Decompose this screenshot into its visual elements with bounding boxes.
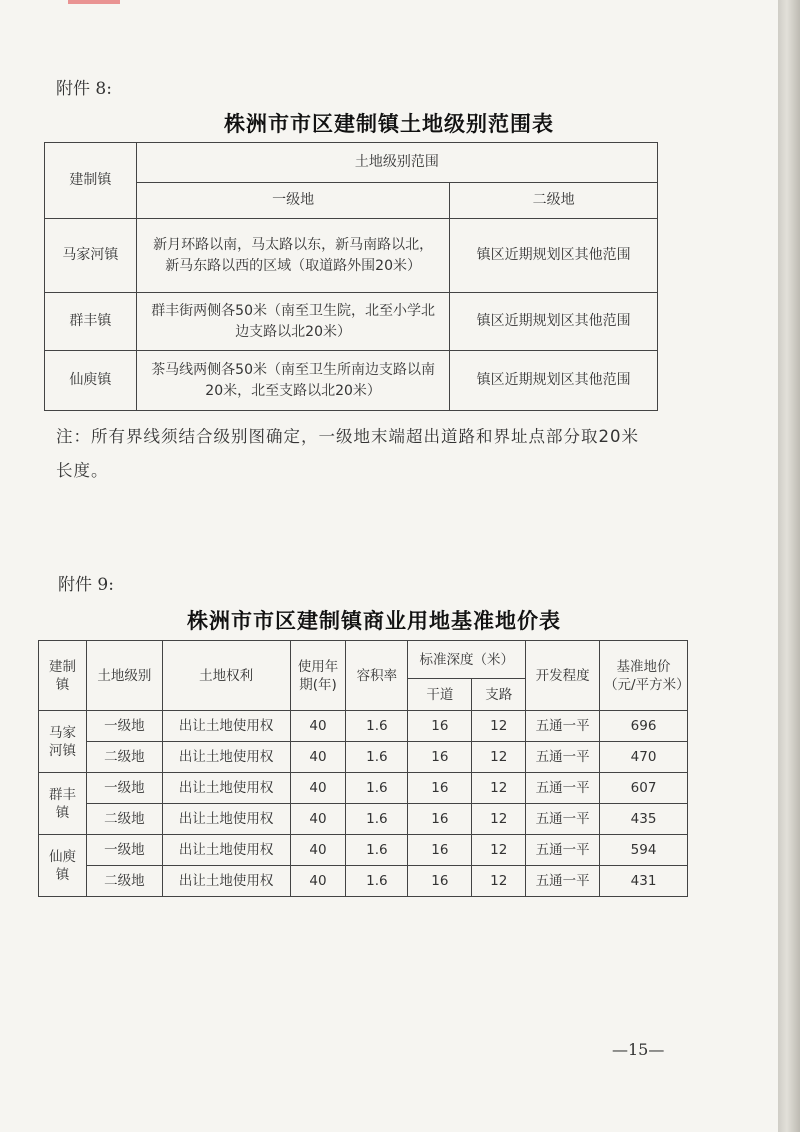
attachment9-label: 附件 9: <box>58 575 114 595</box>
grade-cell: 一级地 <box>86 835 162 866</box>
table-row <box>45 351 658 411</box>
price-cell: 470 <box>600 742 688 773</box>
grade2-range-cell: 镇区近期规划区其他范围 <box>450 219 658 293</box>
table-row <box>45 219 658 293</box>
table-row <box>39 835 688 866</box>
far-cell: 1.6 <box>346 835 408 866</box>
right-cell: 出让土地使用权 <box>162 711 290 742</box>
dev-cell: 五通一平 <box>526 866 600 897</box>
header-branch-road: 支路 <box>472 679 526 711</box>
town-cell: 仙庾镇 <box>39 835 87 897</box>
town-cell: 群丰镇 <box>45 293 137 351</box>
main-road-cell: 16 <box>408 711 472 742</box>
years-cell: 40 <box>290 866 346 897</box>
years-cell: 40 <box>290 773 346 804</box>
price-cell: 594 <box>600 835 688 866</box>
branch-road-cell: 12 <box>472 742 526 773</box>
attachment8-note: 注：所有界线须结合级别图确定，一级地末端超出道路和界址点部分取20米长度。 <box>56 427 639 480</box>
table-row <box>45 293 658 351</box>
far-cell: 1.6 <box>346 866 408 897</box>
header-town: 建制镇 <box>39 641 87 711</box>
far-cell: 1.6 <box>346 773 408 804</box>
table-row <box>39 711 688 742</box>
grade2-range-cell: 镇区近期规划区其他范围 <box>450 351 658 411</box>
right-cell: 出让土地使用权 <box>162 742 290 773</box>
price-cell: 607 <box>600 773 688 804</box>
header-grade1: 一级地 <box>136 183 449 219</box>
table-row <box>39 866 688 897</box>
header-years: 使用年期(年) <box>290 641 346 711</box>
right-cell: 出让土地使用权 <box>162 866 290 897</box>
grade-cell: 一级地 <box>86 711 162 742</box>
branch-road-cell: 12 <box>472 866 526 897</box>
far-cell: 1.6 <box>346 742 408 773</box>
header-depth: 标准深度（米） <box>408 641 526 679</box>
branch-road-cell: 12 <box>472 835 526 866</box>
price-cell: 696 <box>600 711 688 742</box>
header-range: 土地级别范围 <box>136 143 657 183</box>
right-cell: 出让土地使用权 <box>162 835 290 866</box>
header-grade2: 二级地 <box>450 183 658 219</box>
far-cell: 1.6 <box>346 804 408 835</box>
grade2-range-cell: 镇区近期规划区其他范围 <box>450 293 658 351</box>
dev-cell: 五通一平 <box>526 804 600 835</box>
town-cell: 群丰镇 <box>39 773 87 835</box>
branch-road-cell: 12 <box>472 804 526 835</box>
branch-road-cell: 12 <box>472 711 526 742</box>
land-grade-range-table <box>44 142 658 411</box>
main-road-cell: 16 <box>408 773 472 804</box>
header-grade: 土地级别 <box>86 641 162 711</box>
page-number: —15— <box>612 1040 665 1059</box>
commercial-land-price-table <box>38 640 688 897</box>
header-far: 容积率 <box>346 641 408 711</box>
price-cell: 431 <box>600 866 688 897</box>
main-road-cell: 16 <box>408 866 472 897</box>
right-cell: 出让土地使用权 <box>162 804 290 835</box>
grade1-range-cell: 群丰街两侧各50米（南至卫生院，北至小学北边支路以北20米） <box>136 293 449 351</box>
grade1-range-cell: 茶马线两侧各50米（南至卫生所南边支路以南20米，北至支路以北20米） <box>136 351 449 411</box>
table-row <box>39 742 688 773</box>
grade-cell: 一级地 <box>86 773 162 804</box>
main-road-cell: 16 <box>408 742 472 773</box>
attachment8-label: 附件 8: <box>56 79 112 99</box>
page-edge <box>778 0 800 1132</box>
dev-cell: 五通一平 <box>526 742 600 773</box>
town-cell: 仙庾镇 <box>45 351 137 411</box>
town-cell: 马家河镇 <box>39 711 87 773</box>
attachment9-title: 株洲市市区建制镇商业用地基准地价表 <box>187 609 561 633</box>
far-cell: 1.6 <box>346 711 408 742</box>
years-cell: 40 <box>290 804 346 835</box>
price-cell: 435 <box>600 804 688 835</box>
main-road-cell: 16 <box>408 835 472 866</box>
right-cell: 出让土地使用权 <box>162 773 290 804</box>
attachment8-title: 株洲市市区建制镇土地级别范围表 <box>224 112 554 136</box>
grade-cell: 二级地 <box>86 804 162 835</box>
grade1-range-cell: 新月环路以南，马太路以东，新马南路以北，新马东路以西的区域（取道路外围20米） <box>136 219 449 293</box>
years-cell: 40 <box>290 835 346 866</box>
dev-cell: 五通一平 <box>526 773 600 804</box>
branch-road-cell: 12 <box>472 773 526 804</box>
grade-cell: 二级地 <box>86 742 162 773</box>
header-right: 土地权利 <box>162 641 290 711</box>
header-main-road: 干道 <box>408 679 472 711</box>
header-dev: 开发程度 <box>526 641 600 711</box>
dev-cell: 五通一平 <box>526 711 600 742</box>
header-price: 基准地价（元/平方米） <box>600 641 688 711</box>
years-cell: 40 <box>290 711 346 742</box>
header-town: 建制镇 <box>45 143 137 219</box>
years-cell: 40 <box>290 742 346 773</box>
table-row <box>39 773 688 804</box>
dev-cell: 五通一平 <box>526 835 600 866</box>
main-road-cell: 16 <box>408 804 472 835</box>
stamp-mark <box>68 0 120 4</box>
town-cell: 马家河镇 <box>45 219 137 293</box>
table-row <box>39 804 688 835</box>
grade-cell: 二级地 <box>86 866 162 897</box>
